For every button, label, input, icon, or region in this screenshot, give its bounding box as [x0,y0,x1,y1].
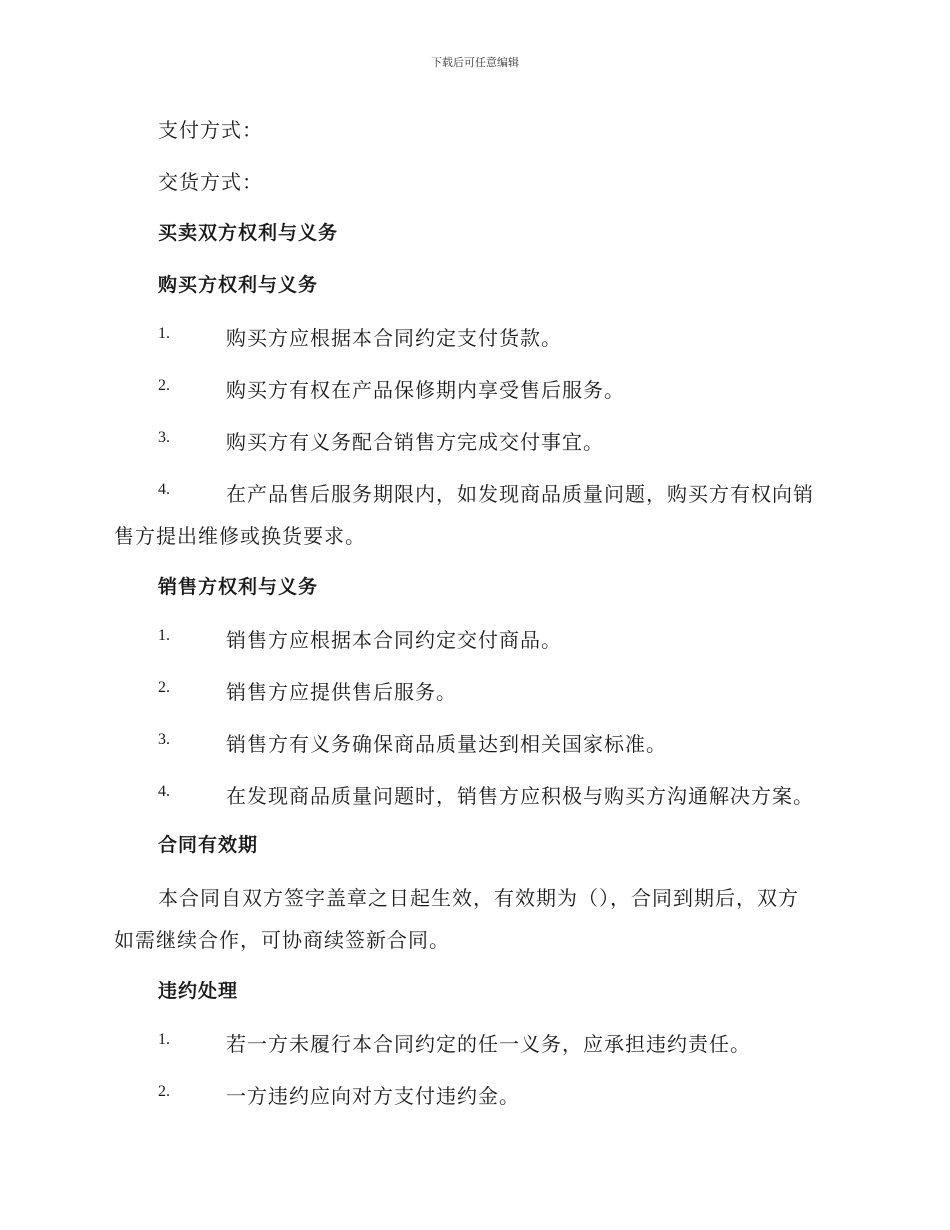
buyer-item-1-number: 1. [158,325,170,342]
buyer-item-2-number: 2. [158,377,170,394]
buyer-item-3-number: 3. [158,429,170,446]
breach-item-2-number: 2. [158,1083,170,1100]
buyer-item-4-text: 在产品售后服务期限内，如发现商品质量问题，购买方有权向销 [226,482,814,506]
seller-item-1-text: 销售方应根据本合同约定交付商品。 [226,628,562,652]
validity-paragraph-line-2: 如需继续合作，可协商续签新合同。 [114,928,450,952]
buyer-item-3-text: 购买方有义务配合销售方完成交付事宜。 [226,430,604,454]
buyer-item-4-continuation: 售方提出维修或换货要求。 [114,524,366,548]
payment-method-line: 支付方式： [158,118,263,142]
buyer-item-4-number: 4. [158,481,170,498]
seller-item-2-text: 销售方应提供售后服务。 [226,680,457,704]
seller-item-1-number: 1. [158,627,170,644]
buyer-section-heading: 购买方权利与义务 [158,274,319,296]
buyer-item-2-text: 购买方有权在产品保修期内享受售后服务。 [226,378,625,402]
seller-item-3-text: 销售方有义务确保商品质量达到相关国家标准。 [226,732,667,756]
rights-section-heading: 买卖双方权利与义务 [158,222,339,244]
breach-item-1-text: 若一方未履行本合同约定的任一义务，应承担违约责任。 [226,1032,751,1056]
validity-paragraph-line-1: 本合同自双方签字盖章之日起生效，有效期为（），合同到期后，双方 [158,886,799,910]
seller-section-heading: 销售方权利与义务 [158,576,319,598]
seller-item-4-text: 在发现商品质量问题时，销售方应积极与购买方沟通解决方案。 [226,784,814,808]
breach-item-1-number: 1. [158,1031,170,1048]
seller-item-2-number: 2. [158,679,170,696]
breach-item-2-text: 一方违约应向对方支付违约金。 [226,1084,520,1108]
page-header: 下载后可任意编辑 [431,56,519,69]
seller-item-3-number: 3. [158,731,170,748]
buyer-item-1-text: 购买方应根据本合同约定支付货款。 [226,326,562,350]
validity-section-heading: 合同有效期 [158,834,259,856]
delivery-method-line: 交货方式： [158,170,263,194]
seller-item-4-number: 4. [158,783,170,800]
breach-section-heading: 违约处理 [158,980,239,1002]
